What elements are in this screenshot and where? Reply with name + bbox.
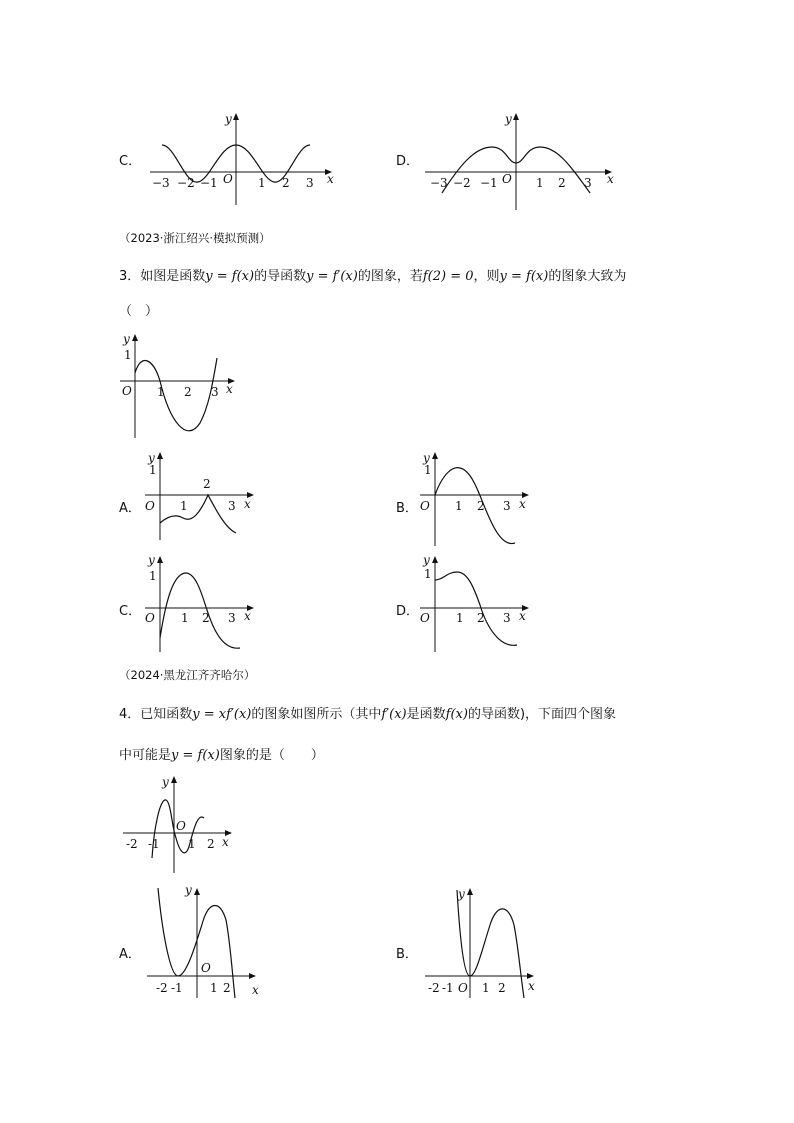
svg-text:2: 2 xyxy=(477,611,485,625)
svg-text:y: y xyxy=(162,775,169,789)
q3-option-c-graph xyxy=(140,550,270,655)
q3-option-c-label[interactable]: C． xyxy=(119,604,142,619)
svg-text:2: 2 xyxy=(282,176,290,190)
x-axis-label: x xyxy=(327,172,334,186)
svg-text:2: 2 xyxy=(184,385,192,399)
svg-text:1: 1 xyxy=(482,981,490,995)
svg-text:3: 3 xyxy=(584,176,592,190)
q4-stem: 4．已知函数y = xf′(x)的图象如图所示（其中f′(x)是函数f(x)的导函数)，下面四个图象 xyxy=(119,707,617,722)
origin-label: O xyxy=(223,172,233,186)
svg-text:−3: −3 xyxy=(430,176,448,190)
svg-text:2: 2 xyxy=(498,981,506,995)
svg-text:1: 1 xyxy=(210,981,218,995)
svg-text:y: y xyxy=(185,883,192,897)
svg-text:1: 1 xyxy=(157,385,165,399)
svg-text:O: O xyxy=(122,384,132,398)
svg-text:O: O xyxy=(145,611,155,625)
q4-option-b-label[interactable]: B． xyxy=(396,947,418,962)
q3-option-d-label[interactable]: D． xyxy=(396,604,420,619)
svg-text:1: 1 xyxy=(149,463,157,477)
svg-text:O: O xyxy=(502,172,512,186)
svg-text:y: y xyxy=(458,887,465,901)
svg-text:3: 3 xyxy=(503,611,511,625)
svg-text:O: O xyxy=(145,499,155,513)
q4-option-b-graph xyxy=(420,880,550,1000)
svg-text:O: O xyxy=(176,819,186,833)
q4-source: （2024·黑龙江齐齐哈尔） xyxy=(119,668,256,682)
svg-text:-2: -2 xyxy=(156,981,168,995)
q3-option-a-graph xyxy=(140,448,270,543)
svg-text:y: y xyxy=(148,553,155,567)
svg-text:2: 2 xyxy=(203,477,211,491)
q3-stem: 3．如图是函数y = f(x)的导函数y = f′(x)的图象，若f(2) = 0，则y = f(x)的图象大致为 xyxy=(119,269,627,284)
svg-text:−1: −1 xyxy=(480,176,498,190)
svg-text:y: y xyxy=(148,451,155,465)
svg-text:1: 1 xyxy=(149,569,157,583)
svg-text:-2: -2 xyxy=(126,837,138,851)
svg-text:-1: -1 xyxy=(148,837,160,851)
q4-option-a-graph xyxy=(142,880,272,1000)
q2-option-d-graph xyxy=(420,105,620,215)
svg-text:1: 1 xyxy=(124,348,132,362)
svg-text:2: 2 xyxy=(202,611,210,625)
q2-option-c-graph xyxy=(140,105,340,215)
svg-text:y: y xyxy=(423,553,430,567)
svg-text:x: x xyxy=(222,835,229,849)
svg-text:O: O xyxy=(420,499,430,513)
q3-derivative-graph xyxy=(115,328,245,443)
svg-text:2: 2 xyxy=(223,981,231,995)
svg-text:x: x xyxy=(607,172,614,186)
q3-option-b-label[interactable]: B． xyxy=(396,501,418,516)
svg-text:−2: −2 xyxy=(453,176,471,190)
svg-text:y: y xyxy=(123,332,130,346)
svg-text:3: 3 xyxy=(211,385,219,399)
svg-text:1: 1 xyxy=(456,611,464,625)
svg-text:O: O xyxy=(458,981,468,995)
svg-text:3: 3 xyxy=(228,499,236,513)
svg-text:O: O xyxy=(420,611,430,625)
svg-text:−2: −2 xyxy=(177,176,195,190)
q3-option-b-graph xyxy=(415,448,545,548)
q3-option-a-label[interactable]: A． xyxy=(119,501,141,516)
svg-text:2: 2 xyxy=(207,837,215,851)
svg-text:x: x xyxy=(528,979,535,993)
svg-text:1: 1 xyxy=(181,611,189,625)
svg-text:x: x xyxy=(244,497,251,511)
svg-text:y: y xyxy=(505,112,512,126)
svg-text:-2: -2 xyxy=(428,981,440,995)
svg-text:x: x xyxy=(519,497,526,511)
svg-text:-1: -1 xyxy=(442,981,454,995)
svg-text:x: x xyxy=(244,609,251,623)
q4-option-a-label[interactable]: A． xyxy=(119,947,141,962)
svg-text:-1: -1 xyxy=(171,981,183,995)
svg-text:3: 3 xyxy=(306,176,314,190)
svg-text:x: x xyxy=(519,609,526,623)
svg-text:1: 1 xyxy=(180,499,188,513)
svg-text:1: 1 xyxy=(455,499,463,513)
svg-text:−3: −3 xyxy=(152,176,170,190)
q2-option-c-label[interactable]: C． xyxy=(119,154,142,169)
svg-text:3: 3 xyxy=(503,499,511,513)
svg-text:1: 1 xyxy=(258,176,266,190)
svg-text:1: 1 xyxy=(424,567,432,581)
q4-given-graph xyxy=(118,768,243,878)
svg-text:1: 1 xyxy=(536,176,544,190)
svg-text:2: 2 xyxy=(558,176,566,190)
svg-text:1: 1 xyxy=(188,837,196,851)
svg-text:x: x xyxy=(226,382,233,396)
q2-option-d-label[interactable]: D． xyxy=(396,154,420,169)
q3-source: （2023·浙江绍兴·模拟预测） xyxy=(119,231,271,245)
svg-text:1: 1 xyxy=(424,463,432,477)
svg-text:x: x xyxy=(252,983,259,997)
q3-answer-paren: （ ） xyxy=(119,304,159,319)
svg-text:y: y xyxy=(423,451,430,465)
q4-stem-line2: 中可能是y = f(x)图象的是（ ） xyxy=(119,748,324,763)
svg-text:−1: −1 xyxy=(200,176,218,190)
svg-text:O: O xyxy=(201,961,211,975)
q3-option-d-graph xyxy=(415,550,545,655)
svg-text:2: 2 xyxy=(477,499,485,513)
y-axis-label: y xyxy=(225,112,232,126)
svg-text:3: 3 xyxy=(228,611,236,625)
